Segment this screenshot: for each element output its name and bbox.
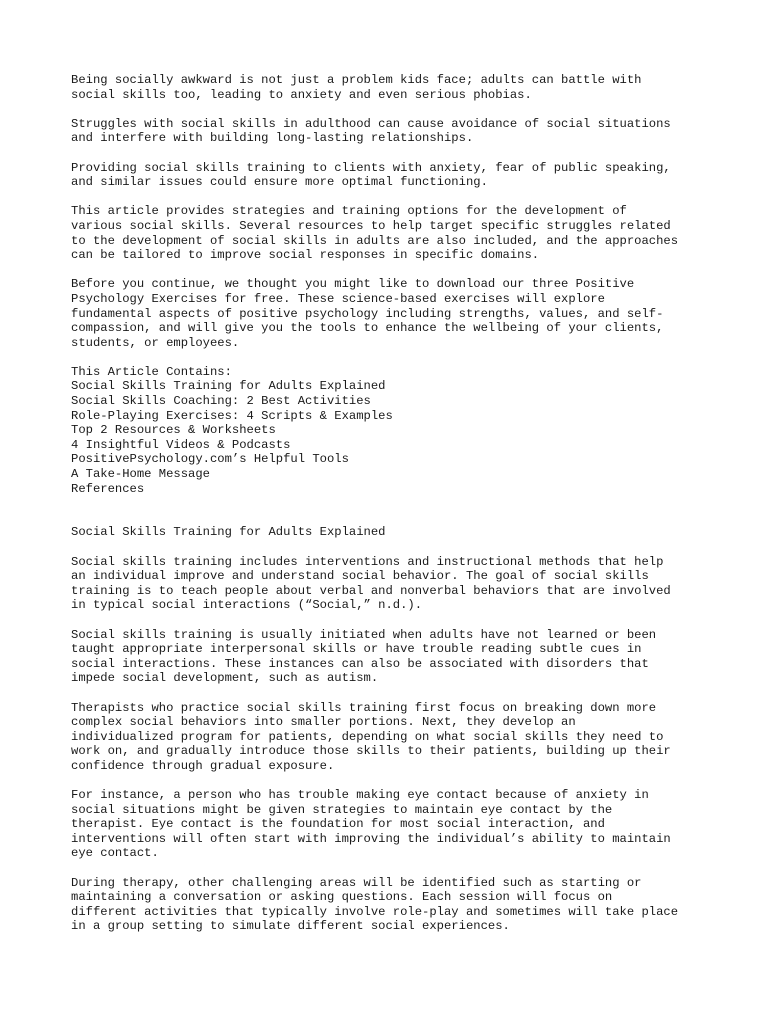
section-paragraph-5: During therapy, other challenging areas will be identified such as starting or maintaining a conversation or asking questions. Each session will focus on different activities that typically involve role-play and sometimes will take place in a group setting to simulate different social experiences. (71, 875, 679, 934)
intro-paragraph-2: Struggles with social skills in adulthood can cause avoidance of social situations and interfere with building long-lasting relationships. (71, 116, 671, 146)
toc-heading: This Article Contains: (71, 364, 232, 379)
section-paragraph-1: Social skills training includes interventions and instructional methods that help an individual improve and understand social behavior. The goal of social skills training is to teach people about verbal and nonverbal behaviors that are involved in typical social interactions (“Social,” n.d.). (71, 554, 671, 613)
intro-paragraph-5: Before you continue, we thought you might like to download our three Positive Psychology Exercises for free. These science-based exercises will explore fundamental aspects of positive psychology including strengths, values, and self- compassion, and will give you the tools to enhance the wellbeing of your clients, students, or employees. (71, 277, 664, 350)
section-paragraph-4: For instance, a person who has trouble making eye contact because of anxiety in social situations might be given strategies to maintain eye contact by the therapist. Eye contact is the foundation for most social interaction, and interventions will often start with improving the individual’s ability to maintain eye contact. (71, 788, 671, 861)
section-paragraph-2: Social skills training is usually initiated when adults have not learned or been taught appropriate interpersonal skills or have trouble reading subtle cues in social interactions. These instances can also be associated with disorders that impede social development, such as autism. (71, 627, 657, 686)
table-of-contents (71, 365, 731, 496)
intro-paragraph-1: Being socially awkward is not just a problem kids face; adults can battle with social skills too, leading to anxiety and even serious phobias. (71, 73, 642, 102)
toc-item: Role-Playing Exercises: 4 Scripts & Examples (71, 408, 393, 423)
section-title: Social Skills Training for Adults Explained (71, 525, 386, 540)
toc-item: Social Skills Coaching: 2 Best Activities (71, 394, 371, 409)
section-paragraph-3: Therapists who practice social skills training first focus on breaking down more complex social behaviors into smaller portions. Next, they develop an individualized program for patients, depending on what social skills they need to work on, and gradually introduce those skills to their patients, building up their confidence through gradual exposure. (71, 700, 671, 773)
toc-item: PositivePsychology.com’s Helpful Tools (71, 452, 349, 467)
intro-paragraph-4: This article provides strategies and training options for the development of various social skills. Several resources to help target specific struggles related to the development of social skills in adults are also included, and the approaches can be tailored to improve social responses in specific domains. (71, 204, 679, 263)
toc-item: Social Skills Training for Adults Explained (71, 379, 386, 394)
toc-item: 4 Insightful Videos & Podcasts (71, 437, 291, 452)
toc-item: A Take-Home Message (71, 467, 210, 482)
document-page (71, 73, 731, 949)
toc-item: References (71, 481, 145, 496)
toc-item: Top 2 Resources & Worksheets (71, 423, 276, 438)
section-intro-block (71, 511, 731, 613)
intro-paragraph-3: Providing social skills training to clients with anxiety, fear of public speaking, and similar issues could ensure more optimal functioning. (71, 160, 671, 190)
